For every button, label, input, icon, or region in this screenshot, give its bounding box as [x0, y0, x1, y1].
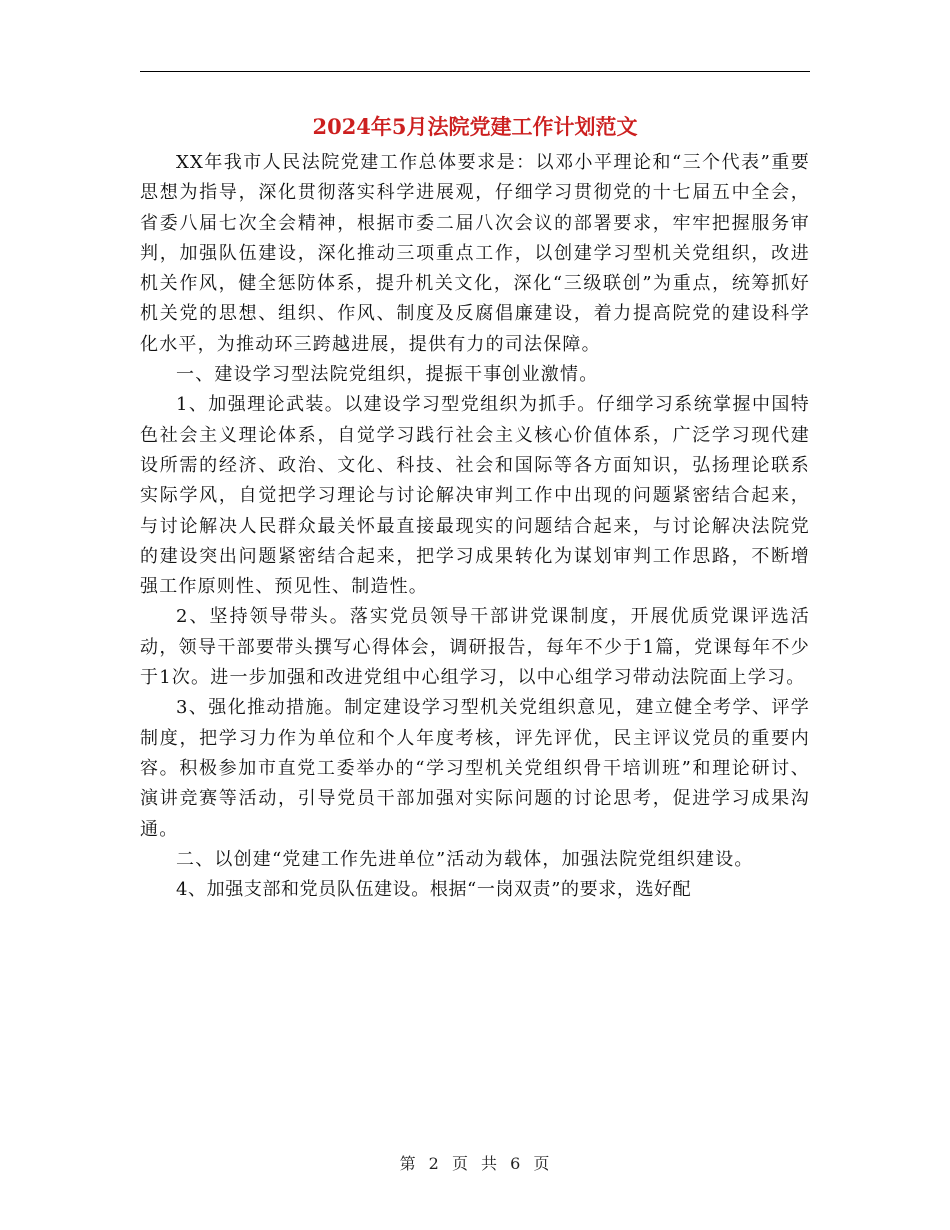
item-paragraph-1: 1、加强理论武装。以建设学习型党组织为抓手。仔细学习系统掌握中国特色社会主义理论体系，自觉学习践行社会主义核心价值体系，广泛学习现代建设所需的经济、政治、文化、科技、社会和国际等各方面知识，弘扬理论联系实际学风，自觉把学习理论与讨论解决审判工作中出现的问题紧密结合起来，与讨论解决人民群众最关怀最直接最现实的问题结合起来，与讨论解决法院党的建设突出问题紧密结合起来，把学习成果转化为谋划审判工作思路，不断增强工作原则性、预见性、制造性。 — [140, 394, 810, 598]
intro-paragraph: XX年我市人民法院党建工作总体要求是：以邓小平理论和“三个代表”重要思想为指导，深化贯彻落实科学进展观，仔细学习贯彻党的十七届五中全会，省委八届七次全会精神，根据市委二届八次会议的部署要求，牢牢把握服务审判，加强队伍建设，深化推动三项重点工作，以创建学习型机关党组织，改进机关作风，健全惩防体系，提升机关文化，深化“三级联创”为重点，统筹抓好机关党的思想、组织、作风、制度及反腐倡廉建设，着力提高院党的建设科学化水平，为推动环三跨越进展，提供有力的司法保障。 — [140, 152, 810, 355]
item-paragraph-3: 3、强化推动措施。制定建设学习型机关党组织意见，建立健全考学、评学制度，把学习力作为单位和个人年度考核，评先评优，民主评议党员的重要内容。积极参加市直党工委举办的“学习型机关党组织骨干培训班”和理论研讨、演讲竞赛等活动，引导党员干部加强对实际问题的讨论思考，促进学习成果沟通。 — [140, 697, 810, 840]
document-title: 2024年5月法院党建工作计划范文 — [312, 114, 638, 139]
item-paragraph-2: 2、坚持领导带头。落实党员领导干部讲党课制度，开展优质党课评选活动，领导干部要带头撰写心得体会，调研报告，每年不少于1篇，党课每年不少于1次。进一步加强和改进党组中心组学习，以中心组学习带动法院面上学习。 — [140, 606, 810, 689]
page-number: 第 2 页 共 6 页 — [399, 1154, 551, 1173]
section-heading-2: 二、以创建“党建工作先进单位”活动为载体，加强法院党组织建设。 — [176, 848, 754, 870]
section-heading-1: 一、建设学习型法院党组织，提振干事创业激情。 — [176, 364, 599, 386]
item-paragraph-4: 4、加强支部和党员队伍建设。根据“一岗双责”的要求，选好配 — [176, 879, 692, 901]
document-body — [140, 148, 810, 905]
header-rule — [140, 71, 810, 72]
